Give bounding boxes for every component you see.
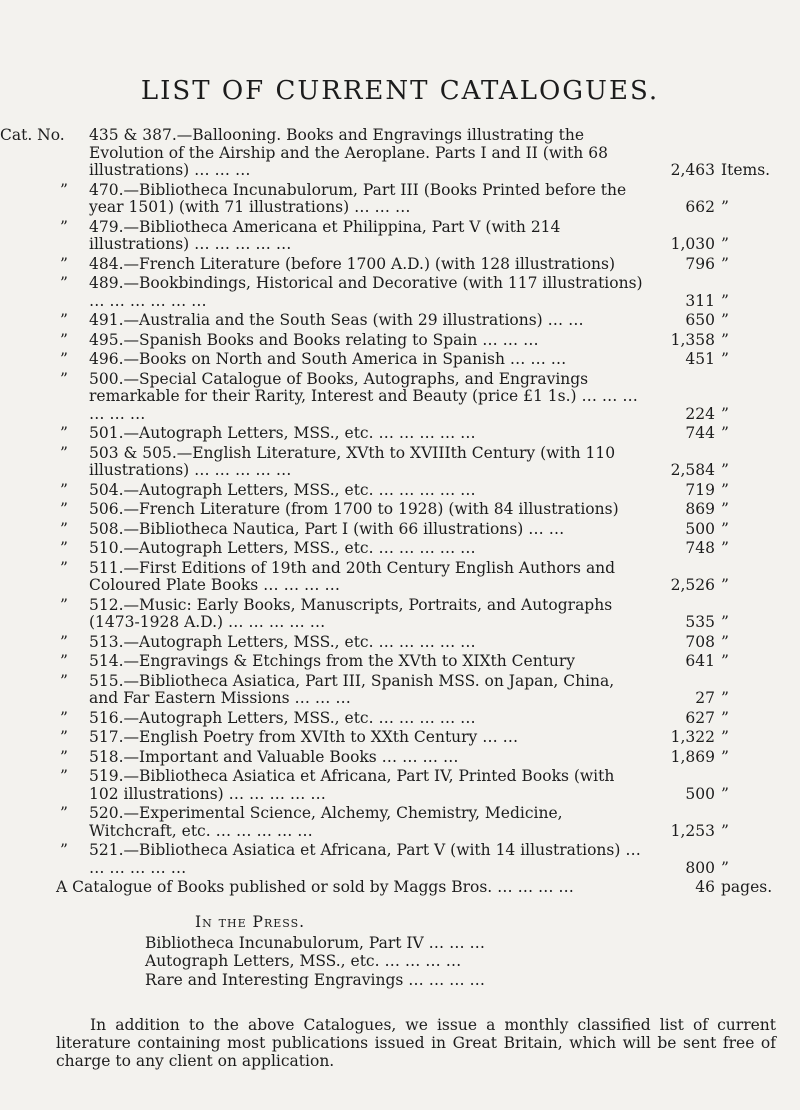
ditto-mark: ” [60, 728, 68, 746]
entry-title: 470.—Bibliotheca Incunabulorum, Part III (Books Printed before the year 1501) (with 71 illustrations) … … … [89, 180, 627, 216]
entry-unit: ” [721, 632, 729, 651]
ditto-mark: ” [60, 804, 68, 822]
entry-count: 662 [685, 198, 715, 216]
entry-count: 641 [685, 652, 715, 670]
entry-count: 311 [685, 291, 715, 310]
ditto-mark: ” [60, 254, 68, 273]
entry-count: 451 [685, 350, 715, 368]
entry-title: 513.—Autograph Letters, MSS., etc. … … … … … [89, 632, 476, 651]
entry-title: 504.—Autograph Letters, MSS., etc. … … … … … [89, 480, 476, 499]
entry-count: 748 [685, 539, 715, 557]
ditto-mark: ” [60, 330, 68, 349]
entry-count: 500 [685, 519, 715, 538]
ditto-mark: ” [60, 369, 68, 388]
ditto-mark: ” [60, 480, 68, 499]
entry-unit: ” [721, 235, 729, 253]
summary-count: 46 [695, 878, 715, 896]
catalogue-entry [0, 501, 800, 519]
entry-title: 495.—Spanish Books and Books relating to Spain … … … [89, 330, 539, 349]
entry-unit: ” [721, 652, 729, 670]
entry-unit: ” [721, 254, 729, 273]
entry-title: 511.—First Editions of 19th and 20th Century English Authors and Coloured Plate Books … … … … [89, 558, 616, 594]
catalogue-entry [0, 673, 800, 708]
in-press-heading: In the Press. [195, 913, 306, 931]
entry-title: 491.—Australia and the South Seas (with 29 illustrations) … … [89, 311, 584, 329]
entry-unit: ” [721, 576, 729, 594]
entry-unit: ” [721, 747, 729, 766]
entry-title: 435 & 387.—Ballooning. Books and Engravings illustrating the Evolution of the Airship and the Aeroplane. Parts I and II (with 68 illustrations) … … … [89, 126, 608, 179]
entry-unit: Items. [721, 161, 771, 179]
entry-unit: ” [721, 784, 729, 803]
catalogue-entry [0, 332, 800, 350]
entry-count: 744 [685, 424, 715, 442]
entry-count: 535 [685, 613, 715, 631]
ditto-mark: ” [60, 841, 68, 859]
ditto-mark: ” [60, 671, 68, 690]
in-press-item: Bibliotheca Incunabulorum, Part IV … … … [145, 933, 486, 952]
catalogue-entry [0, 521, 800, 539]
ditto-mark: ” [60, 274, 68, 292]
entry-title: 484.—French Literature (before 1700 A.D.) (with 128 illustrations) [89, 254, 616, 273]
catalogue-entry [0, 749, 800, 767]
catalogue-entry [0, 634, 800, 652]
in-press-item: Autograph Letters, MSS., etc. … … … … [145, 952, 462, 970]
catalogue-entry [0, 653, 800, 671]
entry-title: 500.—Special Catalogue of Books, Autographs, and Engravings remarkable for their Rarity, Interest and Beauty (price £1 1s.) … … … … … … [89, 369, 638, 423]
entry-unit: ” [721, 311, 729, 329]
entry-title: 501.—Autograph Letters, MSS., etc. … … … … … [89, 424, 476, 442]
page-title: LIST OF CURRENT CATALOGUES. [140, 76, 660, 106]
catalogue-entry [0, 371, 800, 424]
catalogue-entry [0, 275, 800, 310]
entry-title: 516.—Autograph Letters, MSS., etc. … … … … … [89, 708, 476, 727]
entry-count: 627 [685, 708, 715, 727]
catalogue-entry [0, 540, 800, 558]
entry-title: 515.—Bibliotheca Asiatica, Part III, Spanish MSS. on Japan, China, and Far Eastern Missions … … … [89, 671, 615, 707]
catalogue-entry [0, 710, 800, 728]
ditto-mark: ” [60, 652, 68, 670]
summary-unit: pages. [721, 878, 773, 896]
entry-unit: ” [721, 728, 729, 746]
entry-unit: ” [721, 539, 729, 557]
entry-count: 869 [685, 500, 715, 518]
entry-title: 496.—Books on North and South America in Spanish … … … [89, 350, 567, 368]
entry-count: 2,584 [670, 461, 715, 479]
entry-unit: ” [721, 689, 729, 707]
catalogue-entry [0, 425, 800, 443]
entry-title: 517.—English Poetry from XVIth to XXth Century … … [89, 728, 519, 746]
entry-title: 489.—Bookbindings, Historical and Decorative (with 117 illustrations) … … … … … … [89, 274, 643, 310]
entry-title: 518.—Important and Valuable Books … … … … [89, 747, 459, 766]
entry-unit: ” [721, 613, 729, 631]
catalogue-entry [0, 560, 800, 595]
entry-title: 503 & 505.—English Literature, XVth to XVIIIth Century (with 110 illustrations) … … … … … [89, 443, 616, 479]
catalogue-entry [0, 597, 800, 632]
entry-count: 2,463 [670, 161, 715, 179]
entry-unit: ” [721, 480, 729, 499]
entry-unit: ” [721, 350, 729, 368]
entry-count: 1,358 [670, 330, 715, 349]
catalogue-entry [0, 312, 800, 330]
entry-count: 719 [685, 480, 715, 499]
catalogue-entry [0, 127, 800, 180]
catalogue-entry [0, 256, 800, 274]
entry-title: 508.—Bibliotheca Nautica, Part I (with 66 illustrations) … … [89, 519, 565, 538]
ditto-mark: ” [60, 539, 68, 557]
ditto-mark: ” [60, 443, 68, 462]
entry-unit: ” [721, 330, 729, 349]
ditto-mark: ” [60, 708, 68, 727]
entry-title: 479.—Bibliotheca Americana et Philippina, Part V (with 214 illustrations) … … … … … [89, 217, 561, 253]
catalogue-list [0, 127, 800, 897]
entry-unit: ” [721, 291, 729, 310]
ditto-mark: ” [60, 558, 68, 577]
entry-title: 510.—Autograph Letters, MSS., etc. … … … … … [89, 539, 476, 557]
entry-title: 519.—Bibliotheca Asiatica et Africana, Part IV, Printed Books (with 102 illustrations) … … … … … [89, 767, 615, 803]
entry-count: 1,030 [670, 235, 715, 253]
entry-count: 650 [685, 311, 715, 329]
cat-no-label: Cat. No. [0, 126, 65, 144]
entry-unit: ” [721, 708, 729, 727]
catalogue-entry [0, 482, 800, 500]
ditto-mark: ” [60, 767, 68, 785]
entry-count: 1,322 [670, 728, 715, 746]
entry-unit: ” [721, 461, 729, 479]
ditto-mark: ” [60, 500, 68, 518]
entry-title: 512.—Music: Early Books, Manuscripts, Portraits, and Autographs (1473-1928 A.D.) … … … … … [89, 595, 613, 631]
ditto-mark: ” [60, 747, 68, 766]
catalogue-entry [0, 219, 800, 254]
entry-unit: ” [721, 500, 729, 518]
entry-unit: ” [721, 404, 729, 423]
entry-title: 514.—Engravings & Etchings from the XVth to XIXth Century [89, 652, 576, 670]
entry-count: 2,526 [670, 576, 715, 594]
ditto-mark: ” [60, 519, 68, 538]
catalogue-entry [0, 842, 800, 877]
entry-count: 224 [685, 404, 715, 423]
in-press-item: Rare and Interesting Engravings … … … … [145, 970, 486, 989]
catalogue-entry [0, 351, 800, 369]
entry-count: 800 [685, 858, 715, 877]
entry-title: 521.—Bibliotheca Asiatica et Africana, Part V (with 14 illustrations) … … … … … … [89, 841, 641, 877]
entry-unit: ” [721, 519, 729, 538]
ditto-mark: ” [60, 424, 68, 442]
ditto-mark: ” [60, 350, 68, 368]
entry-title: 520.—Experimental Science, Alchemy, Chemistry, Medicine, Witchcraft, etc. … … … … … [89, 804, 563, 840]
catalogue-entry [0, 445, 800, 480]
entry-unit: ” [721, 858, 729, 877]
entry-count: 1,253 [670, 821, 715, 840]
entry-count: 500 [685, 784, 715, 803]
entry-unit: ” [721, 821, 729, 840]
summary-title: A Catalogue of Books published or sold by Maggs Bros. … … … … [56, 878, 574, 896]
ditto-mark: ” [60, 180, 68, 199]
entry-title: 506.—French Literature (from 1700 to 1928) (with 84 illustrations) [89, 500, 619, 518]
entry-count: 708 [685, 632, 715, 651]
catalogue-entry [0, 768, 800, 803]
ditto-mark: ” [60, 217, 68, 236]
ditto-mark: ” [60, 632, 68, 651]
entry-count: 796 [685, 254, 715, 273]
catalogue-entry [0, 182, 800, 217]
entry-unit: ” [721, 424, 729, 442]
in-press-section [145, 913, 575, 989]
catalogue-entry [0, 729, 800, 747]
entry-count: 1,869 [670, 747, 715, 766]
ditto-mark: ” [60, 595, 68, 614]
entry-unit: ” [721, 198, 729, 216]
ditto-mark: ” [60, 311, 68, 329]
footer-note: In addition to the above Catalogues, we issue a monthly classified list of current literature containing most publications issued in Great Britain, which will be sent free of charge to any client on application. [56, 1016, 776, 1070]
entry-count: 27 [695, 689, 715, 707]
summary-entry [0, 879, 800, 897]
catalogue-entry [0, 805, 800, 840]
